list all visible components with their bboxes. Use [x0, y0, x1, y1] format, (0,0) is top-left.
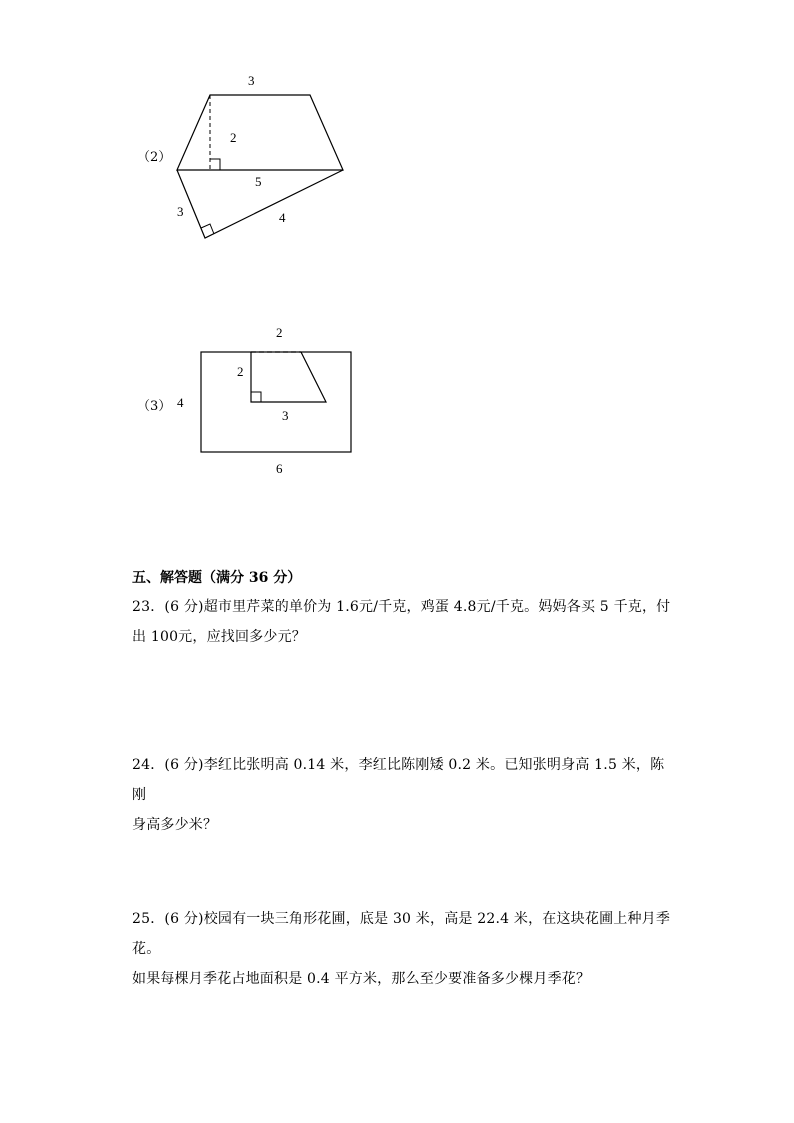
question-line: 25．(6 分)校园有一块三角形花圃，底是 30 米，高是 22.4 米，在这块花圃上种月季花。	[132, 911, 671, 957]
dimension-outer-width: 6	[276, 461, 283, 476]
right-angle-mark	[251, 392, 261, 402]
dimension-height: 2	[230, 130, 237, 145]
figure-3-label: （3）	[137, 399, 172, 414]
dimension-top: 3	[248, 73, 255, 88]
question-24	[132, 750, 672, 840]
dimension-inner-base: 3	[282, 408, 289, 423]
dimension-outer-height: 4	[177, 395, 184, 410]
question-line: 如果每棵月季花占地面积是 0.4 平方米，那么至少要准备多少棵月季花？	[132, 971, 591, 987]
question-23	[132, 592, 672, 652]
dimension-inner-height: 2	[237, 364, 244, 379]
dimension-base: 5	[255, 174, 262, 189]
question-line: 23．(6 分)超市里芹菜的单价为 1.6元/千克，鸡蛋 4.8元/千克。妈妈各买 5 千克，付	[132, 599, 671, 615]
dimension-leg-b: 4	[279, 210, 286, 225]
question-line: 24．(6 分)李红比张明高 0.14 米，李红比陈刚矮 0.2 米。已知张明身高 1.5 米，陈刚	[132, 757, 665, 803]
question-line: 出 100元，应找回多少元？	[132, 629, 306, 645]
question-25	[132, 904, 672, 994]
question-line: 身高多少米？	[132, 817, 218, 833]
section-title: 五、解答题（满分 36 分）	[132, 570, 302, 586]
dimension-top-gap: 2	[276, 325, 283, 340]
figure-2-label: （2）	[137, 150, 172, 165]
inner-trapezoid	[251, 352, 326, 402]
dimension-leg-a: 3	[177, 204, 184, 219]
